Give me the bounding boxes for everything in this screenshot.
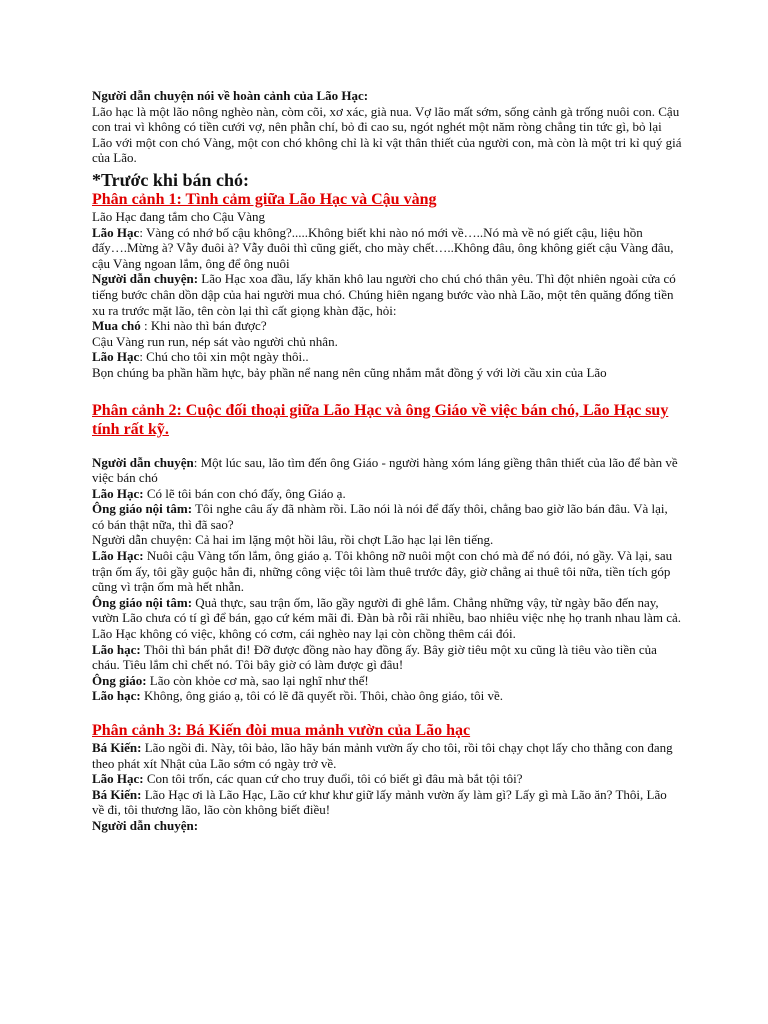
- scene3-title: Phân cảnh 3: Bá Kiến đòi mua mảnh vườn của Lão hạc: [92, 722, 471, 739]
- scene1-line: Lão Hạc đang tắm cho Cậu Vàng: [92, 208, 266, 224]
- scene2-line: Lão Hạc: Nuôi cậu Vàng tốn lắm, ông giáo ạ. Tôi không nỡ nuôi một con chó mà để nó đói, nó gầy. Và lại, sau trận ốm ấy, tôi gầy guộc hẳn đi, những công việc tôi làm thuê trước đây, giờ chẳng ai thuê tôi nữa, tiền tích góp cũng vì trận ốm mà hết nhẵn.: [92, 548, 673, 595]
- scene1-line: Cậu Vàng run run, nép sát vào người chủ nhân.: [92, 333, 338, 349]
- scene3-line: Người dẫn chuyện:: [92, 817, 199, 833]
- scene2-line: Ông giáo: Lão còn khỏe cơ mà, sao lại nghĩ như thế!: [92, 672, 369, 688]
- scene1-line: Người dẫn chuyện: Lão Hạc xoa đầu, lấy khăn khô lau người cho chú chó thân yêu. Thì đột nhiên ngoài cửa có tiếng bước chân dồn dập của hai người mua chó. Chúng hiên ngang bước vào nhà Lão, một tên quăng đống tiền xu ra trước mặt lão, tên còn lại thì cất giọng khàn đặc, hỏi:: [92, 271, 676, 318]
- scene1-title: Phân cảnh 1: Tình cảm giữa Lão Hạc và Cậu vàng: [92, 190, 437, 208]
- scene1-line: Lão Hạc: Chú cho tôi xin một ngày thôi..: [92, 349, 309, 365]
- scene1-line: Lão Hạc: Vàng có nhớ bố cậu không?.....Không biết khi nào nó mới về…..Nó mà về nó giết cậu, liệu hồn đấy….Mừng à? Vẫy đuôi à? Vẫy đuôi thì cũng giết, cho mày chết…..Không đâu, ông không giết cậu Vàng đâu, cậu Vàng ngoan lắm, ông để ông nuôi: [92, 224, 674, 271]
- scene2-line: Ông giáo nội tâm: Tôi nghe câu ấy đã nhàm rồi. Lão nói là nói để đấy thôi, chẳng bao giờ lão bán đâu. Và lại, có bán thật nữa, thì đã sao?: [92, 501, 668, 532]
- intro-heading: Người dẫn chuyện nói về hoàn cảnh của Lão Hạc:: [92, 88, 369, 103]
- scene2-line: Ông giáo nội tâm: Quả thực, sau trận ốm, lão gầy người đi ghê lắm. Chẳng những vậy, từ ngày bão đến nay, vườn Lão chưa có tí gì để bán, gạo cứ kém mãi đi. Đàn bà rỗi rãi nhiều, bao nhiêu việc nhẹ họ tranh nhau làm cả. Lão Hạc không có việc, không có cơm, cái nghèo nay lại còn chồng thêm cái đói.: [92, 594, 681, 642]
- document-body: [92, 88, 682, 834]
- scene2-line: Người dẫn chuyện: Một lúc sau, lão tìm đến ông Giáo - người hàng xóm láng giềng thân thiết của lão để bàn về việc bán chó: [92, 454, 678, 486]
- scene1-line: Mua chó : Khi nào thì bán được?: [92, 318, 267, 334]
- scene1-line: Bọn chúng ba phần hầm hực, bảy phần nể nang nên cũng nhắm mắt đồng ý với lời cầu xin của Lão: [92, 364, 607, 380]
- scene2-title: Phân cảnh 2: Cuộc đối thoại giữa Lão Hạc và ông Giáo về việc bán chó, Lão Hạc suy tính rất kỹ.: [92, 401, 669, 438]
- section-title: *Trước khi bán chó:: [92, 169, 249, 190]
- scene3-line: Lão Hạc: Con tôi trốn, các quan cứ cho truy đuổi, tôi có biết gì đâu mà bắt tội tôi?: [92, 771, 523, 787]
- intro-paragraph: Lão hạc là một lão nông nghèo nàn, còm cõi, xơ xác, già nua. Vợ lão mất sớm, sống cảnh gà trống nuôi con. Cậu con trai vì không có tiền cưới vợ, nên phẫn chí, bỏ đi cao su, ngót nghét một năm ròng chẳng tin tức gì, bỏ lại Lão với một con chó Vàng, một con chó không chỉ là kỉ vật thân thiết của người con, mà còn là một tri kỉ quý giá của Lão.: [92, 103, 682, 166]
- scene2-line: Lão hạc: Không, ông giáo ạ, tôi có lẽ đã quyết rồi. Thôi, chào ông giáo, tôi về.: [92, 688, 503, 704]
- scene2-line: Lão hạc: Thôi thì bán phắt đi! Đỡ được đồng nào hay đồng ấy. Bây giờ tiêu một xu cũng là tiêu vào tiền của cháu. Tiêu lắm chỉ chết nó. Tôi bây giờ có làm được gì đâu!: [92, 641, 657, 673]
- scene2-line: Người dẫn chuyện: Cả hai im lặng một hồi lâu, rồi chợt Lão hạc lại lên tiếng.: [92, 532, 494, 548]
- scene3-line: Bá Kiến: Lão Hạc ơi là Lão Hạc, Lão cứ khư khư giữ lấy mảnh vườn ấy làm gì? Lấy gì mà Lão ăn? Thôi, Lão về đi, tôi thương lão, lão còn không biết điều!: [92, 786, 667, 818]
- scene2-line: Lão Hạc: Có lẽ tôi bán con chó đấy, ông Giáo ạ.: [92, 485, 346, 501]
- scene3-line: Bá Kiến: Lão ngồi đi. Này, tôi bảo, lão hãy bán mảnh vườn ấy cho tôi, rồi tôi chạy chọt lấy cho thằng con đang theo phát xít Nhật của Lão sớm có ngày trở về.: [92, 740, 673, 771]
